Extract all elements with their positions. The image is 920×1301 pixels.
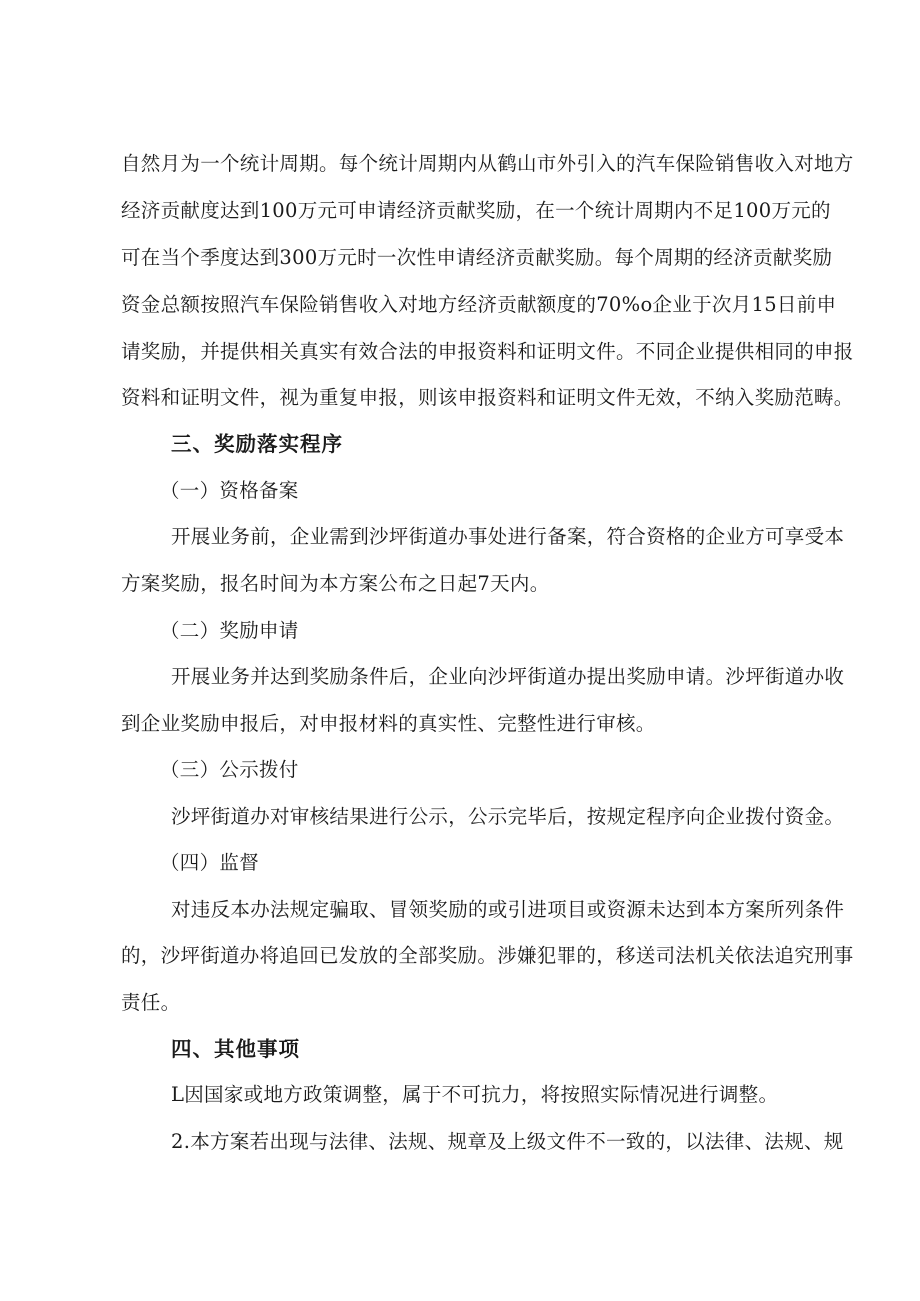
list-item: 2.本方案若出现与法律、法规、规章及上级文件不一致的，以法律、法规、规 xyxy=(171,1130,844,1153)
subsection-heading: （三）公示拨付 xyxy=(160,758,299,781)
paragraph-line: 开展业务前，企业需到沙坪街道办事处进行备案，符合资格的企业方可享受本 xyxy=(171,525,845,548)
paragraph-line: 方案奖励，报名时间为本方案公布之日起7天内。 xyxy=(121,572,550,595)
paragraph-line: 自然月为一个统计周期。每个统计周期内从鹤山市外引入的汽车保险销售收入对地方 xyxy=(121,152,854,175)
subsection-heading: （一）资格备案 xyxy=(160,479,299,502)
paragraph-line: 经济贡献度达到100万元可申请经济贡献奖励，在一个统计周期内不足100万元的 xyxy=(121,199,831,222)
list-item: L因国家或地方政策调整，属于不可抗力，将按照实际情况进行调整。 xyxy=(171,1083,779,1106)
section-heading: 三、奖励落实程序 xyxy=(171,432,343,456)
paragraph-line: 资金总额按照汽车保险销售收入对地方经济贡献额度的70%o企业于次月15日前申 xyxy=(121,293,837,316)
paragraph-line: 可在当个季度达到300万元时一次性申请经济贡献奖励。每个周期的经济贡献奖励 xyxy=(121,246,833,269)
paragraph-line: 的，沙坪街道办将追回已发放的全部奖励。涉嫌犯罪的，移送司法机关依法追究刑事 xyxy=(121,944,854,967)
paragraph-line: 资料和证明文件，视为重复申报，则该申报资料和证明文件无效，不纳入奖励范畴。 xyxy=(121,386,854,409)
paragraph-line: 请奖励，并提供相关真实有效合法的申报资料和证明文件。不同企业提供相同的申报 xyxy=(121,340,854,363)
paragraph-line: 责任。 xyxy=(121,991,181,1014)
paragraph-line: 对违反本办法规定骗取、冒领奖励的或引进项目或资源未达到本方案所列条件 xyxy=(171,898,845,921)
paragraph-line: 到企业奖励申报后，对申报材料的真实性、完整性进行审核。 xyxy=(121,712,656,735)
paragraph-line: 开展业务并达到奖励条件后，企业向沙坪街道办提出奖励申请。沙坪街道办收 xyxy=(171,665,845,688)
subsection-heading: （四）监督 xyxy=(160,851,260,874)
subsection-heading: （二）奖励申请 xyxy=(160,619,299,642)
paragraph-line: 沙坪街道办对审核结果进行公示，公示完毕后，按规定程序向企业拨付资金。 xyxy=(171,805,845,828)
section-heading: 四、其他事项 xyxy=(171,1037,300,1061)
